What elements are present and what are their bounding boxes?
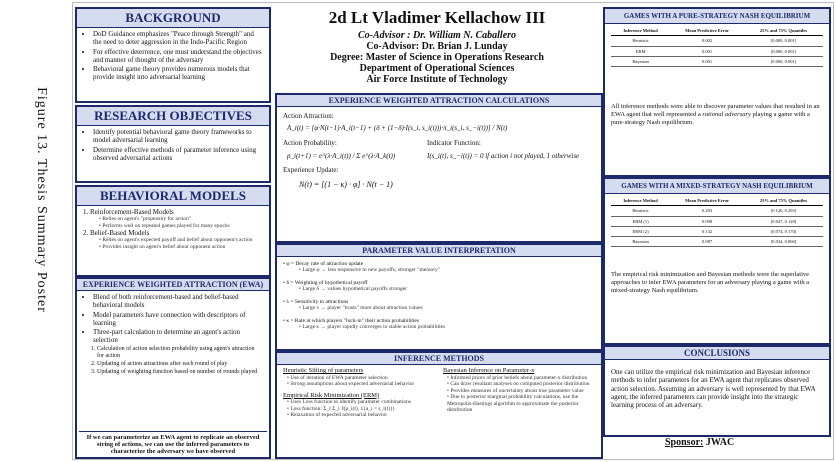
behavioral-item-1: Reinforcement-Based Models (90, 208, 174, 216)
mixed-header: GAMES WITH A MIXED-STRATEGY NASH EQUILIBRIUM (605, 179, 829, 194)
figure-caption: Figure 13. Thesis Summary Poster (34, 87, 49, 313)
objectives-box (75, 105, 271, 183)
ewa-item: • Blend of both reinforcement-based and belief-based behavioral models (93, 293, 263, 310)
table-row: Heuristic 0.002 [0.000, 0.001] (611, 36, 823, 46)
param-kappa: • κ = Rate at which players "lock-in" their action probabilities (283, 317, 420, 324)
degree: Degree: Master of Science in Operations Research (330, 52, 544, 63)
sponsor-label: Sponsor: (665, 437, 704, 448)
objective-item: • Identify potential behavioral game theory frameworks to model adversarial learning (93, 128, 263, 145)
coadvisor: Co-Advisor: Dr. Brian J. Lunday (366, 41, 508, 52)
inference-header: INFERENCE METHODS (277, 353, 601, 365)
experience-label: Experience Update: (283, 166, 339, 174)
calc-box (275, 93, 603, 243)
mixed-box (603, 177, 831, 345)
param-delta: • δ = Weighting of hypothetical payoff (283, 279, 368, 286)
conclusions-header: CONCLUSIONS (605, 347, 829, 360)
table-row: Bayesian 0.001 [0.000, 0.001] (611, 56, 823, 66)
ewa-note: If we can parameterize an EWA agent to replicate an observed string of actions, we can use the inferred parameters to characterize the adversary we have observed (79, 431, 267, 455)
indicator-label: Indicator Function: (427, 138, 481, 147)
param-lambda: • λ = Sensitivity to attractions (283, 298, 349, 305)
author-name: 2d Lt Vladimer Kellachow III (328, 8, 546, 27)
background-item: • Behavioral game theory provides numerous models that provide insight into adversarial learning (93, 65, 263, 82)
poster (72, 2, 834, 460)
ewa-step: 2. Updating of action attractions after each round of play (97, 361, 263, 368)
ewa-item: • Model parameters have connection with descriptors of learning (93, 311, 263, 328)
behavioral-sub: • Relies on agent's expected payoff and belief about opponent's action (99, 237, 263, 243)
heuristic-title: Heuristic Sifting of parameters (283, 367, 364, 374)
params-box: PARAMETER VALUE INTERPRETATION • φ = Decay rate of attraction update • Large φ → less responsive to new payoffs; stronger "memory" • δ = Weighting of hypothetical payoff • Large δ → values hypothetical payoffs stronger • λ = Sensitivity to attractions • Large λ → player "trusts" more about attraction values • κ = Rate at which players "lock-in" their action probabilities • Large κ → player rapidly converges to stable action probabilities (275, 243, 603, 351)
indicator-equation: I(s_i(t), s_−i(t)) = 0 if action i not played, 1 otherwise (427, 151, 580, 160)
ewa-step: 1. Calculation of action selection probability using agent's attraction for action (97, 346, 263, 360)
background-header: BACKGROUND (77, 9, 269, 28)
ewa-box (75, 277, 271, 459)
behavioral-header: BEHAVIORAL MODELS (77, 187, 269, 206)
table-row: ERM (2) 0.132 [0.074, 0.170] (611, 226, 823, 236)
inference-box: INFERENCE METHODS Heuristic Sifting of parameters • Use of iteration of EWA parameter selection • Strong assumptions about expected adversarial behavior Empirical Risk Minimization (ERM) • Uses Loss function to identify parameter combinations • Loss function: Σ_t Σ_i ℓ(p_i(t), 1{a_i = s_i(t)}) • Relaxation of expected adversarial behavior Bayesian Inference on Parameter-x • Informed priors of prior beliefs about parameter-x distribution • Can draw resultant analyses on computed posterior distribution • Provides measures of uncertainty about true parameter value • Due to posterior marginal probability calculations, use the Metropolis-Hastings algorithm to approximate the posterior distribution (275, 351, 603, 459)
ewa-step: 3. Updating of weighting function based on number of rounds played (97, 369, 263, 376)
pure-table: Inference Method Mean Predictive Error 25% and 75% Quantiles Heuristic 0.002 [0.000, 0.001] ERM 0.001 [0.000, 0.001] Bayesian 0.001 [0.000, 0.001] (611, 26, 823, 67)
behavioral-box: BEHAVIORAL MODELS 1. Reinforcement-Based Models • Relies on agent's "propensity for action" • Performs well on repeated games played for many epochs 2. Belief-Based Models • Relies on agent's expected payoff and belief about opponent's action • Provides insight on agent's belief about opponent action (75, 185, 271, 277)
mixed-summary: The empirical risk minimization and Bayesian methods were the superlative approaches to infer EWA parameters for an adversary playing a game with a mixed-strategy Nash equilibrium. (611, 271, 810, 294)
table-row: ERM (1) 0.098 [0.047, 0.128] (611, 216, 823, 226)
advisor: Co-Advisor : Dr. William N. Caballero (357, 30, 517, 41)
params-header: PARAMETER VALUE INTERPRETATION (277, 245, 601, 257)
title-block (273, 5, 601, 85)
background-list (83, 30, 263, 82)
table-row: Heuristic 0.203 [0.120, 0.293] (611, 206, 823, 216)
school: Air Force Institute of Technology (366, 74, 508, 85)
pure-box (603, 7, 831, 177)
ewa-item: • Three-part calculation to determine an agent's action selection (93, 328, 263, 345)
erm-title: Empirical Risk Minimization (ERM) (283, 391, 380, 399)
behavioral-item-2: Belief-Based Models (90, 229, 150, 238)
conclusions-text: One can utilize the empirical risk minimization and Bayesian inference methods to infer parameters for an EWA agent that replicates observed action selection. Assuming an adversary is well represented by that EWA agent, the inferred parameters can provide insight into the strategic learning process of an adversary. (611, 368, 816, 409)
pure-header: GAMES WITH A PURE-STRATEGY NASH EQUILIBRIUM (605, 9, 829, 24)
conclusions-box (603, 345, 831, 437)
mixed-table: Inference Method Mean Predictive Error 25% and 75% Quantiles Heuristic 0.203 [0.120, 0.293] ERM (1) 0.098 [0.047, 0.128] ERM (2) 0.132 [0.074, 0.170] Bayesian 0.087 [0.034, 0.066] (611, 196, 823, 247)
behavioral-sub: • Provides insight on agent's belief about opponent action (99, 244, 263, 250)
behavioral-sub: • Performs well on repeated games played for many epochs (99, 223, 263, 229)
probability-equation: p_i(t+1) = e^(λ·A_i(t)) / Σ e^(λ·A_k(t)) (287, 151, 396, 160)
sponsor (665, 437, 734, 448)
figure-caption-area (6, 0, 66, 462)
department: Department of Operational Sciences (359, 63, 515, 74)
behavioral-sub: • Relies on agent's "propensity for action" (99, 216, 263, 222)
ewa-header: EXPERIENCE WEIGHTED ATTRACTION (EWA) (77, 279, 269, 291)
param-phi: • φ = Decay rate of attraction update (283, 261, 364, 267)
bayesian-title: Bayesian Inference on Parameter-x (443, 367, 535, 374)
pure-summary: All inference methods were able to discover parameter values that resulted in an EWA agent that well represented a rational adversary playing a game with a pure-strategy Nash equilibrium. (611, 103, 820, 126)
background-item: • For effective deterrence, one must understand the objectives and manner of thought of the adversary (93, 48, 263, 65)
experience-equation: N(t) = [(1 − κ) · φ] · N(t − 1) (299, 180, 393, 190)
calc-header: EXPERIENCE WEIGHTED ATTRACTION CALCULATIONS (277, 95, 601, 107)
background-box (75, 7, 271, 103)
objective-item: • Determine effective methods of parameter inference using observed adversarial actions (93, 146, 263, 163)
background-item: • DoD Guidance emphasizes "Peace through Strength" and the need to deter aggression in the Indo-Pacific Region (93, 30, 263, 47)
attraction-equation: A_i(t) = [φ·N(t−1)·A_i(t−1) + (δ + (1−δ)·I(s_i, s_i(t)))·π_i(s_i, s_−i(t))] / N(t) (287, 124, 508, 133)
table-row: Bayesian 0.087 [0.034, 0.066] (611, 237, 823, 247)
sponsor-value: JWAC (705, 437, 735, 448)
attraction-label: Action Attraction: (283, 112, 334, 120)
probability-label: Action Probability: (283, 138, 337, 147)
table-row: ERM 0.001 [0.000, 0.001] (611, 46, 823, 56)
objectives-header: RESEARCH OBJECTIVES (77, 107, 269, 126)
